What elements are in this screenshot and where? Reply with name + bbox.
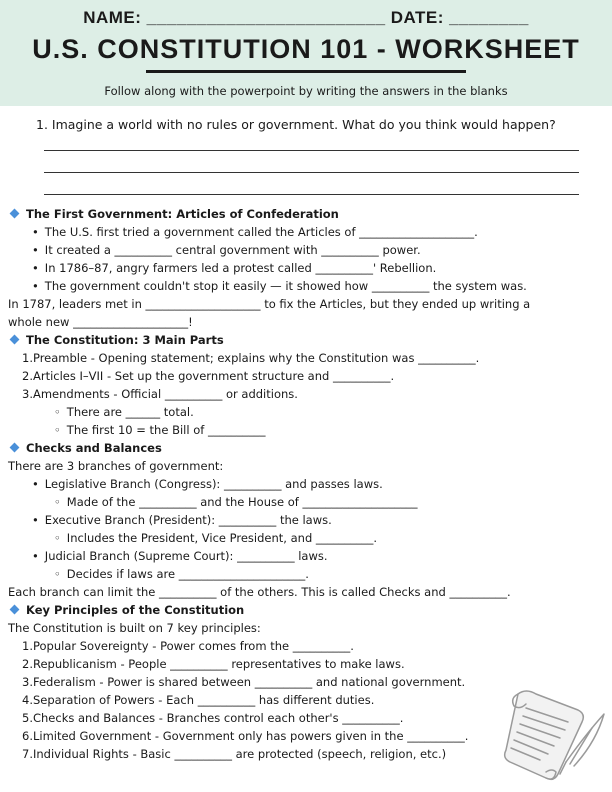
list-item: 3.Amendments - Official __________ or additions. <box>22 387 298 401</box>
section-heading-key-principles: Key Principles of the Constitution <box>8 601 604 619</box>
sub-list-item: ◦ There are ______ total. <box>8 403 604 421</box>
answer-line-3[interactable] <box>44 194 579 195</box>
scroll-and-quill-icon <box>496 684 608 784</box>
answer-line-2[interactable] <box>44 172 579 173</box>
list-item: • Judicial Branch (Supreme Court): __________ laws. <box>8 547 604 565</box>
list-item: 1.Popular Sovereignty - Power comes from the __________. <box>22 639 354 653</box>
diamond-bullet-icon <box>10 443 20 453</box>
list-item: • Legislative Branch (Congress): __________ and passes laws. <box>8 475 604 493</box>
title-underline <box>146 70 466 73</box>
paragraph-line: There are 3 branches of government: <box>8 459 224 473</box>
diamond-bullet-icon <box>10 605 20 615</box>
sub-list-item: ◦ Made of the __________ and the House of ____________________ <box>8 493 604 511</box>
list-item: • Executive Branch (President): __________ the laws. <box>8 511 604 529</box>
list-item: 5.Checks and Balances - Branches control each other's __________. <box>22 711 404 725</box>
list-item: 3.Federalism - Power is shared between __________ and national government. <box>22 675 466 689</box>
list-item: • The U.S. first tried a government called the Articles of ____________________. <box>8 223 604 241</box>
sub-list-item: ◦ Decides if laws are ______________________. <box>8 565 604 583</box>
worksheet-body <box>8 205 604 763</box>
list-item: • It created a __________ central government with __________ power. <box>8 241 604 259</box>
section-heading-checks-balances: Checks and Balances <box>8 439 604 457</box>
section-heading-three-parts: The Constitution: 3 Main Parts <box>8 331 604 349</box>
list-item: 1.Preamble - Opening statement; explains why the Constitution was __________. <box>22 351 480 365</box>
question-1: 1. Imagine a world with no rules or government. What do you think would happen? <box>36 117 556 132</box>
list-item: • In 1786–87, angry farmers led a protest called __________' Rebellion. <box>8 259 604 277</box>
page-title: U.S. CONSTITUTION 101 - WORKSHEET <box>32 34 580 64</box>
answer-line-1[interactable] <box>44 150 579 151</box>
paragraph-line: In 1787, leaders met in ____________________ to fix the Articles, but they ended up writing a <box>8 297 531 311</box>
list-item: 6.Limited Government - Government only has powers given in the __________. <box>22 729 469 743</box>
list-item: 2.Republicanism - People __________ representatives to make laws. <box>22 657 405 671</box>
diamond-bullet-icon <box>10 209 20 219</box>
section-heading-first-government: The First Government: Articles of Confederation <box>8 205 604 223</box>
header-banner <box>0 0 612 106</box>
paragraph-line: Each branch can limit the __________ of the others. This is called Checks and __________. <box>8 585 511 599</box>
sub-list-item: ◦ Includes the President, Vice President, and __________. <box>8 529 604 547</box>
paragraph-line: whole new ____________________! <box>8 315 193 329</box>
paragraph-line: The Constitution is built on 7 key principles: <box>8 621 261 635</box>
list-item: 2.Articles I–VII - Set up the government structure and __________. <box>22 369 395 383</box>
list-item: • The government couldn't stop it easily — it showed how __________ the system was. <box>8 277 604 295</box>
sub-list-item: ◦ The first 10 = the Bill of __________ <box>8 421 604 439</box>
diamond-bullet-icon <box>10 335 20 345</box>
list-item: 4.Separation of Powers - Each __________ has different duties. <box>22 693 375 707</box>
instructions: Follow along with the powerpoint by writing the answers in the blanks <box>104 84 508 98</box>
name-date-line: NAME: ________________________ DATE: ________ <box>83 8 529 27</box>
list-item: 7.Individual Rights - Basic __________ are protected (speech, religion, etc.) <box>22 747 447 761</box>
